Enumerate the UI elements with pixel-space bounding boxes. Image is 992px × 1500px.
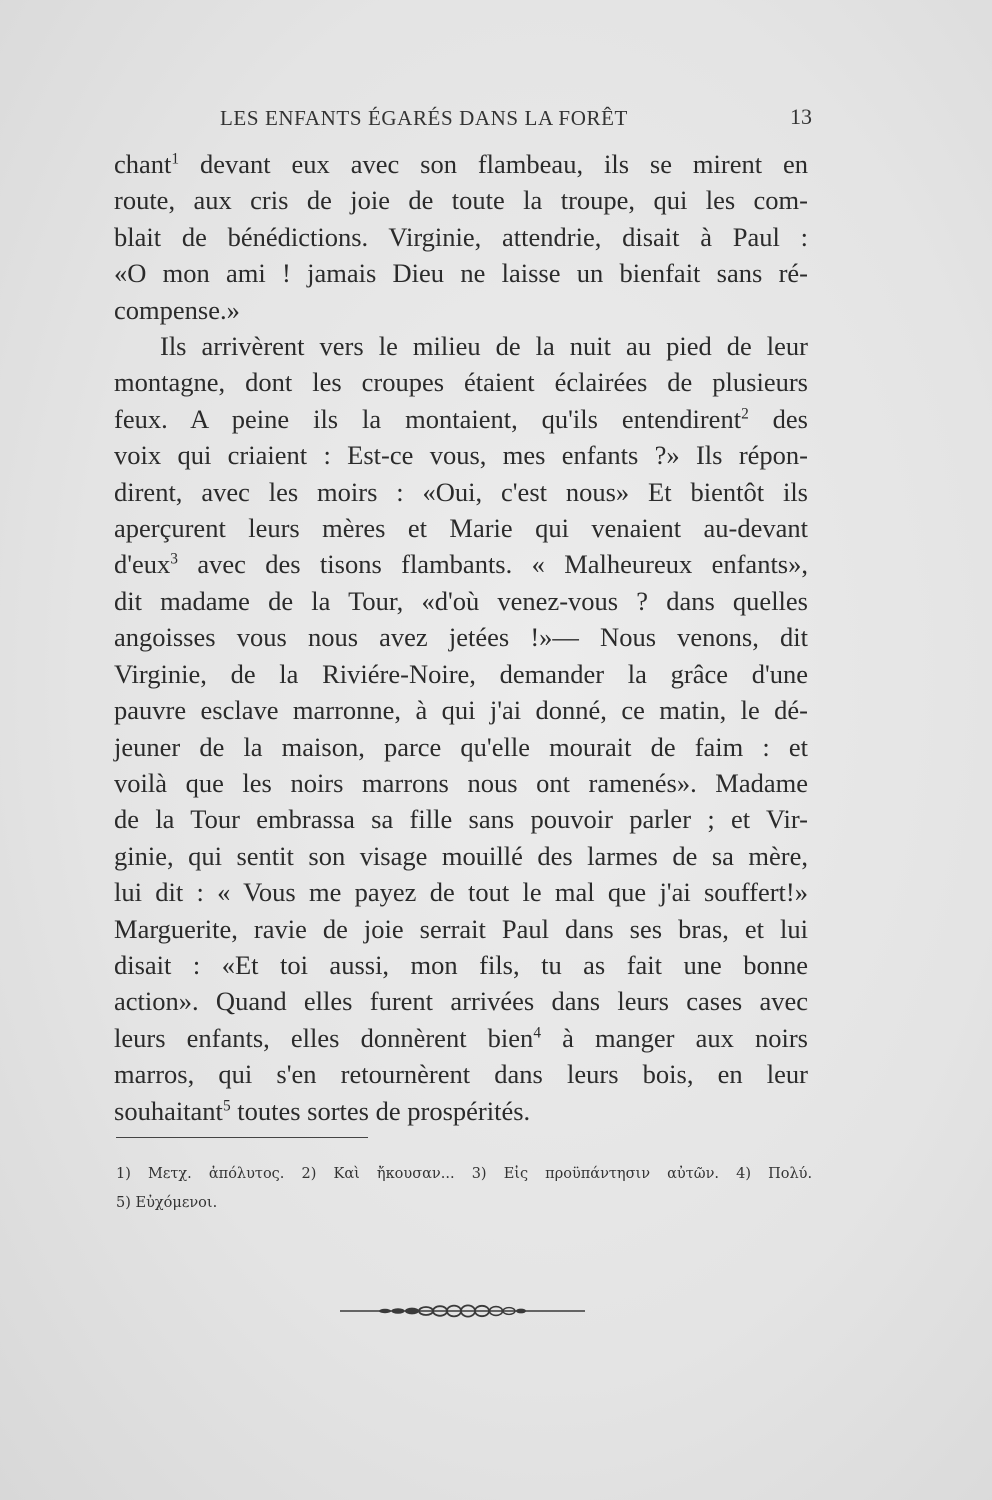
text-line: compense.» [114, 294, 240, 325]
text-line: «O mon ami ! jamais Dieu ne laisse un bienfait sans ré- [114, 258, 808, 289]
footnote-separator [116, 1137, 368, 1138]
text-line: action». Quand elles furent arrivées dans leurs cases avec [114, 986, 808, 1017]
footnote-4: 4) Πολύ. [736, 1166, 813, 1182]
text-line: de la Tour embrassa sa fille sans pouvoir parler ; et Vir- [114, 804, 808, 835]
body-text [114, 146, 808, 1129]
running-header [112, 104, 812, 138]
text-line: leurs enfants, elles donnèrent bien$^4$ à manger aux noirs [114, 1022, 808, 1053]
text-line: Virginie, de la Riviére-Noire, demander la grâce d'une [114, 658, 808, 689]
footnote-line [116, 1160, 812, 1189]
text-line: chant$^1$ devant eux avec son flambeau, ils se mirent en [114, 149, 808, 179]
text-line: route, aux cris de joie de toute la troupe, qui les com- [114, 185, 808, 216]
footnote-line [116, 1189, 812, 1218]
footnote-5: 5) Εὐχόμενοι. [116, 1195, 218, 1211]
text-line: feux. A peine ils la montaient, qu'ils entendirent$^2$ des [114, 403, 808, 434]
text-line: blait de bénédictions. Virginie, attendrie, disait à Paul : [114, 221, 808, 252]
footnote-3: 3) Εἰς προϋπάντησιν αὐτῶν. [471, 1166, 719, 1182]
text-line: voilà que les noirs marrons nous ont ramenés». Madame [114, 767, 808, 798]
text-line: pauvre esclave marronne, à qui j'ai donné, ce matin, le dé- [114, 695, 808, 726]
text-line: Marguerite, ravie de joie serrait Paul dans ses bras, et lui [114, 913, 808, 944]
text-line: voix qui criaient : Est-ce vous, mes enfants ?» Ils répon- [114, 440, 808, 471]
text-line: souhaitant$^5$ toutes sortes de prospérités. [114, 1095, 531, 1126]
text-line: montagne, dont les croupes étaient éclairées de plusieurs [114, 367, 808, 398]
footnote-1: 1) Μετχ. ἀπόλυτος. [116, 1166, 285, 1182]
text-line: Ils arrivèrent vers le milieu de la nuit au pied de leur [160, 331, 808, 362]
text-line: dirent, avec les moirs : «Oui, c'est nous» Et bientôt ils [114, 476, 808, 507]
text-line: disait : «Et toi aussi, mon fils, tu as fait une bonne [114, 949, 808, 980]
text-line: d'eux$^3$ avec des tisons flambants. « Malheureux enfants», [114, 549, 808, 580]
text-line: angoisses vous nous avez jetées !»— Nous venons, dit [114, 622, 808, 653]
running-title: LES ENFANTS ÉGARÉS DANS LA FORÊT [220, 106, 628, 130]
page-number: 13 [790, 104, 812, 129]
text-line: lui dit : « Vous me payez de tout le mal que j'ai souffert!» [114, 877, 808, 908]
text-line: ginie, qui sentit son visage mouillé des larmes de sa mère, [114, 840, 808, 871]
footnote-2: 2) Καὶ ἤκουσαν... [301, 1166, 455, 1182]
text-line: aperçurent leurs mères et Marie qui venaient au-devant [114, 513, 808, 544]
text-line: marros, qui s'en retournèrent dans leurs bois, en leur [114, 1059, 808, 1090]
text-line: dit madame de la Tour, «d'où venez-vous ? dans quelles [114, 585, 808, 616]
text-line: jeuner de la maison, parce qu'elle mourait de faim : et [114, 731, 808, 762]
ornament-tailpiece [340, 1300, 585, 1322]
footnotes [116, 1160, 812, 1218]
